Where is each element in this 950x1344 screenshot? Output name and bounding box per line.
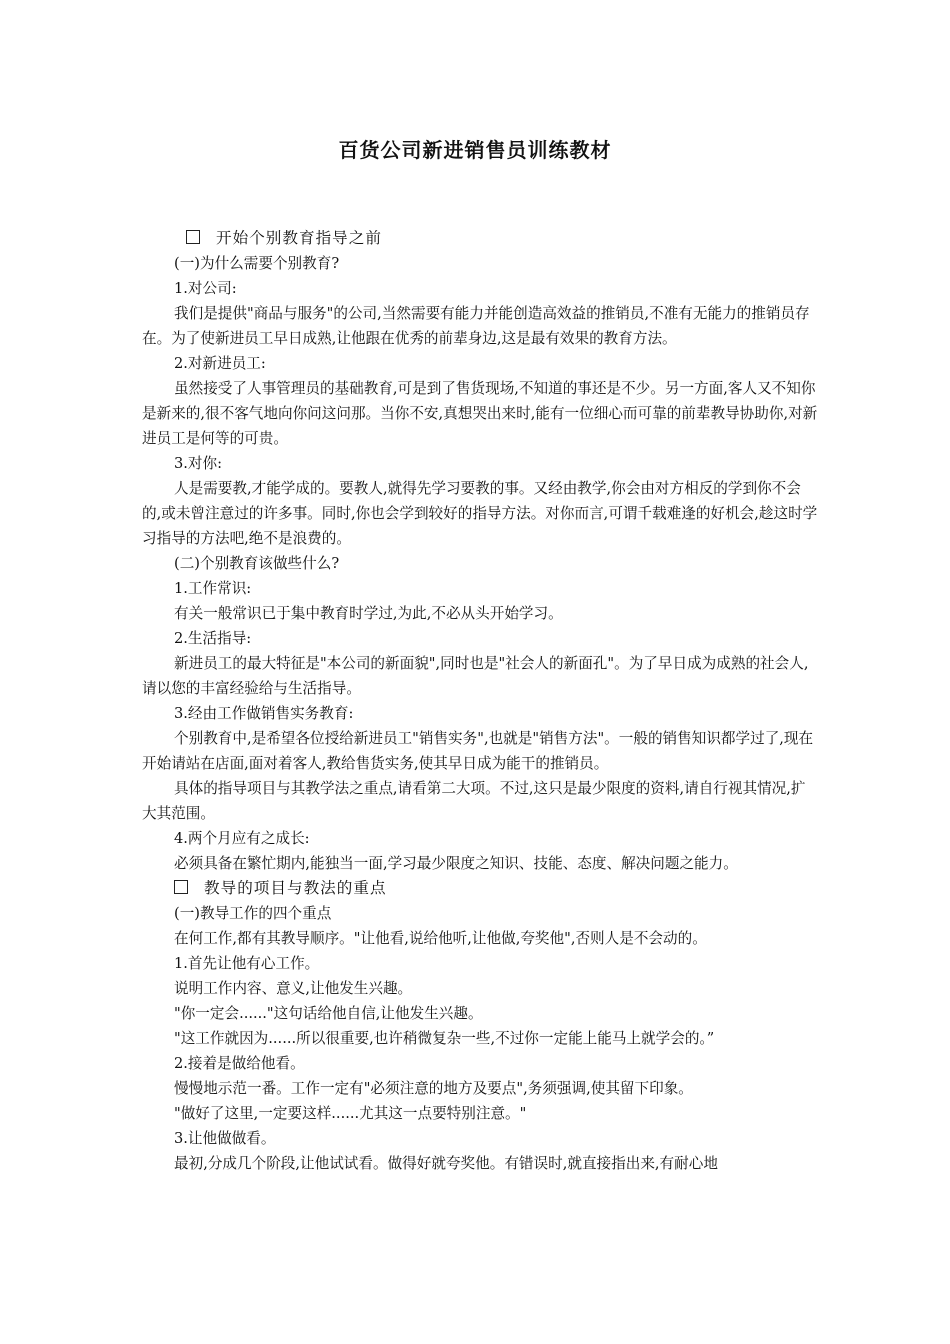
- paragraph: 最初,分成几个阶段,让他试试看。做得好就夸奖他。有错误时,就直接指出来,有耐心地: [174, 1155, 718, 1172]
- item-label: 4.两个月应有之成长:: [174, 830, 310, 847]
- paragraph: 新进员工的最大特征是"本公司的新面貌",同时也是"社会人的新面孔"。为了早日成为成熟的社会人,请以您的丰富经验给与生活指导。: [142, 655, 809, 697]
- section-heading: [186, 226, 818, 251]
- section-heading-text: 教导的项目与教法的重点: [204, 879, 387, 897]
- item-label: 2.对新进员工:: [174, 355, 266, 372]
- paragraph: 必须具备在繁忙期内,能独当一面,学习最少限度之知识、技能、态度、解决问题之能力。: [174, 855, 738, 872]
- subsection-title: (二)个别教育该做些什么?: [174, 555, 340, 572]
- item-label: 3.经由工作做销售实务教育:: [174, 705, 354, 722]
- section-heading-text: 开始个别教育指导之前: [216, 229, 382, 247]
- paragraph: 慢慢地示范一番。工作一定有"必须注意的地方及要点",务须强调,使其留下印象。: [174, 1080, 693, 1097]
- document-body: [142, 226, 818, 1176]
- item-label: 3.让他做做看。: [174, 1130, 276, 1147]
- item-label: 1.工作常识:: [174, 580, 252, 597]
- item-label: 3.对你:: [174, 455, 223, 472]
- paragraph: 具体的指导项目与其教学法之重点,请看第二大项。不过,这只是最少限度的资料,请自行视其情况,扩大其范围。: [142, 780, 806, 822]
- checkbox-square-icon: [174, 880, 188, 894]
- section-heading: [174, 876, 818, 901]
- subsection-title: (一)为什么需要个别教育?: [174, 255, 340, 272]
- document-title: 百货公司新进销售员训练教材: [338, 138, 612, 162]
- checkbox-square-icon: [186, 230, 200, 244]
- item-label: 1.对公司:: [174, 280, 237, 297]
- paragraph: 在何工作,都有其教导顺序。"让他看,说给他听,让他做,夸奖他",否则人是不会动的。: [174, 930, 707, 947]
- item-label: 1.首先让他有心工作。: [174, 955, 320, 972]
- paragraph: 个别教育中,是希望各位授给新进员工"销售实务",也就是"销售方法"。一般的销售知识都学过了,现在开始请站在店面,面对着客人,教给售货实务,使其早日成为能干的推销员。: [142, 730, 814, 772]
- paragraph: "做好了这里,一定要这样......尤其这一点要特别注意。": [174, 1105, 527, 1122]
- paragraph: 虽然接受了人事管理员的基础教育,可是到了售货现场,不知道的事还是不少。另一方面,客人又不知你是新来的,很不客气地向你问这问那。当你不安,真想哭出来时,能有一位细心而可靠的前辈教导协助你,对新进员工是何等的可贵。: [142, 380, 818, 447]
- paragraph: 我们是提供"商品与服务"的公司,当然需要有能力并能创造高效益的推销员,不准有无能力的推销员存在。为了使新进员工早日成熟,让他跟在优秀的前辈身边,这是最有效果的教育方法。: [142, 305, 810, 347]
- paragraph: 人是需要教,才能学成的。要教人,就得先学习要教的事。又经由教学,你会由对方相反的学到你不会的,或未曾注意过的许多事。同时,你也会学到较好的指导方法。对你而言,可谓千载难逢的好机会,趁这时学习指导的方法吧,绝不是浪费的。: [142, 480, 818, 547]
- paragraph: "你一定会......"这句话给他自信,让他发生兴趣。: [174, 1005, 483, 1022]
- paragraph: 有关一般常识已于集中教育时学过,为此,不必从头开始学习。: [174, 605, 563, 622]
- paragraph: "这工作就因为......所以很重要,也许稍微复杂一些,不过你一定能上能马上就学会的。”: [174, 1030, 715, 1047]
- subsection-title: (一)教导工作的四个重点: [174, 905, 332, 922]
- item-label: 2.接着是做给他看。: [174, 1055, 305, 1072]
- paragraph: 说明工作内容、意义,让他发生兴趣。: [174, 980, 413, 997]
- item-label: 2.生活指导:: [174, 630, 252, 647]
